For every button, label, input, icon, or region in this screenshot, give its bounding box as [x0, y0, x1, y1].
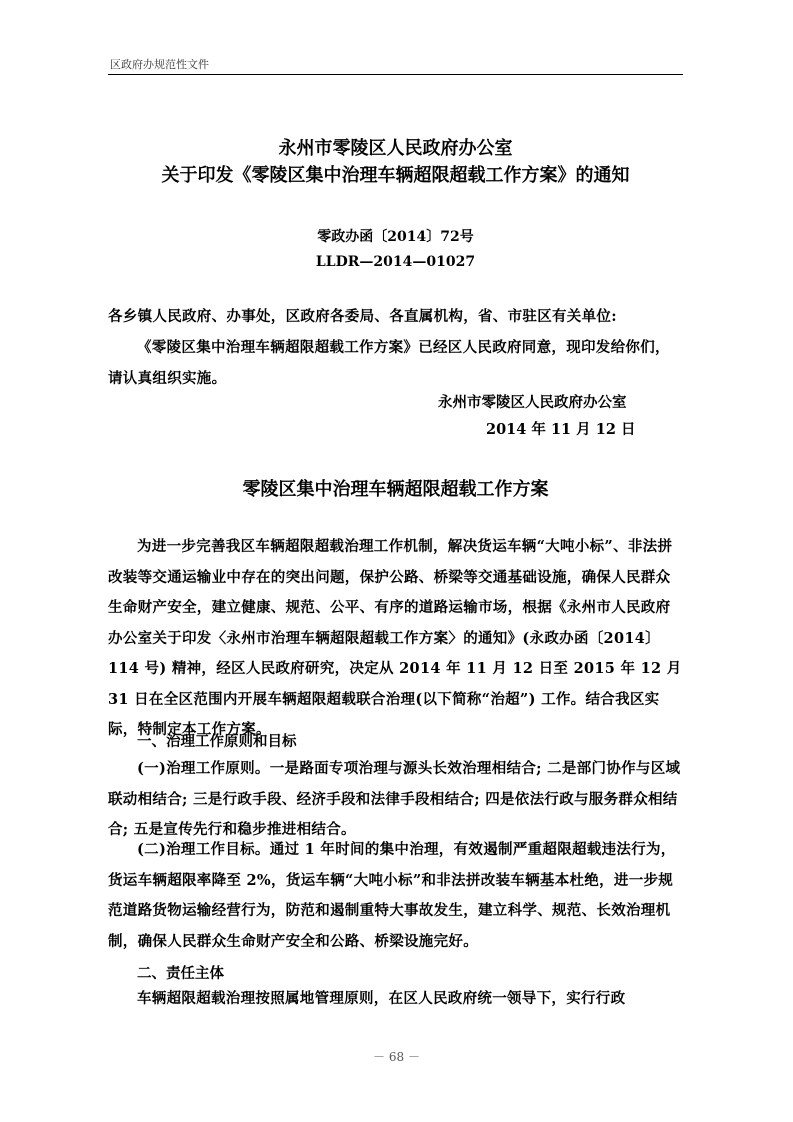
notice-addressee: 各乡镇人民政府、办事处，区政府各委局、各直属机构，省、市驻区有关单位: — [108, 308, 617, 325]
section-2-heading: 二、责任主体 — [137, 966, 224, 982]
section-1-heading: 一、治理工作原则和目标 — [137, 734, 297, 750]
plan-intro: 为进一步完善我区车辆超限超载治理工作机制，解决货运车辆“大吨小标”、非法拼改装等交通运输业中存在的突出问题，保护公路、桥梁等交通基础设施，确保人民群众生命财产安全，建立健康、规范、公平、有序的道路运输市场，根据《永州市人民政府办公室关于印发〈永州市治理车辆超限超载工作方案〉的通知》(永政办函〔2014〕114 号) 精神，经区人民政府研究，决定从 2014 年 11 月 12 日至 2015 年 12 月 31 日在全区范围内开展车辆超限超载联合治理(以下简称“治超”) 工作。结合我区实际，特制定本工作方案。 — [108, 538, 682, 738]
plan-title: 零陵区集中治理车辆超限超载工作方案 — [242, 479, 549, 500]
notice-body: 《零陵区集中治理车辆超限超载工作方案》已经区人民政府同意，现印发给你们，请认真组织实施。 — [108, 339, 670, 387]
page-number: － 68 － — [373, 1050, 420, 1064]
section-1-paragraph-2: (二)治理工作目标。通过 1 年时间的集中治理，有效遏制严重超限超载违法行为，货运车辆超限率降至 2%，货运车辆“大吨小标”和非法拼改装车辆基本杜绝，进一步规范道路货物运输经营行为，防范和遏制重特大事故发生，建立科学、规范、长效治理机制，确保人民群众生命财产安全和公路、桥梁设施完好。 — [108, 841, 676, 950]
notice-title: 关于印发《零陵区集中治理车辆超限超载工作方案》的通知 — [161, 165, 630, 186]
notice-signature: 永州市零陵区人民政府办公室 — [438, 394, 627, 411]
notice-date: 2014 年 11 月 12 日 — [486, 421, 636, 438]
registration-code: LLDR—2014—01027 — [315, 254, 476, 270]
section-2-paragraph-1: 车辆超限超载治理按照属地管理原则，在区人民政府统一领导下，实行行政 — [137, 990, 626, 1007]
document-category-label: 区政府办规范性文件 — [110, 58, 209, 71]
header-divider — [108, 74, 683, 75]
document-number: 零政办函〔2014〕72号 — [317, 229, 474, 245]
section-1-paragraph-1: (一)治理工作原则。一是路面专项治理与源头长效治理相结合; 二是部门协作与区域联动相结合; 三是行政手段、经济手段和法律手段相结合; 四是依法行政与服务群众相结合; 五是宣传先行和稳步推进相结合。 — [108, 760, 681, 838]
notice-issuer: 永州市零陵区人民政府办公室 — [278, 138, 513, 159]
